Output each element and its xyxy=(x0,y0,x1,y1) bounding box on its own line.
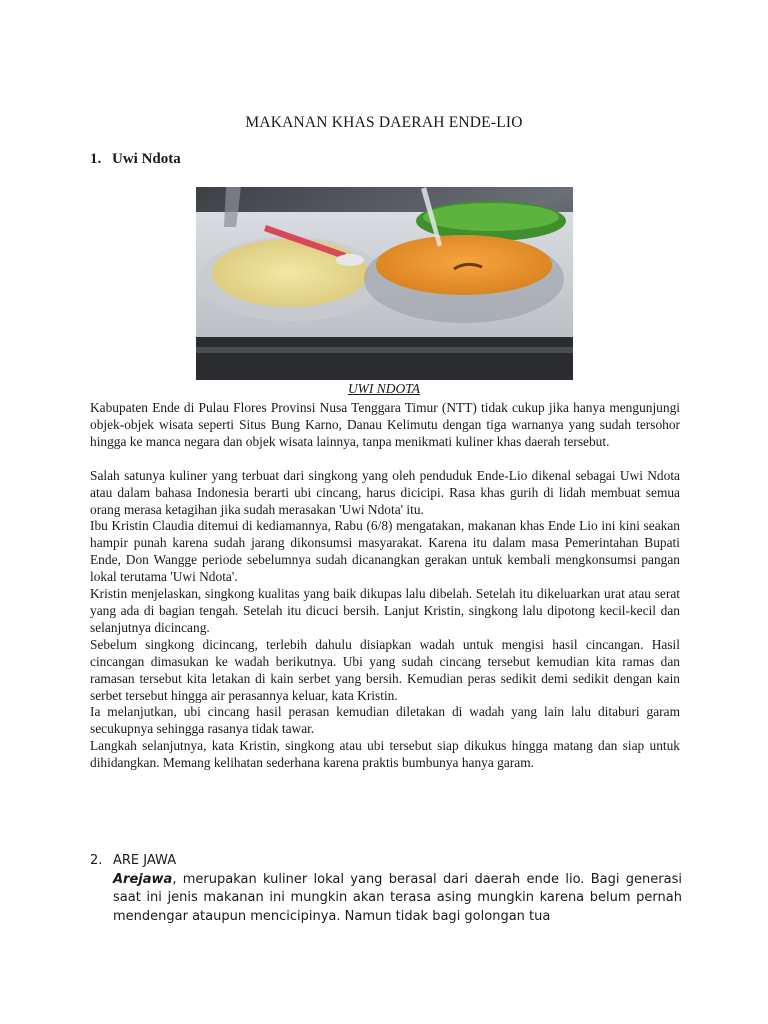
paragraph: Sebelum singkong dicincang, terlebih dahulu disiapkan wadah untuk mengisi hasil cincangan. Hasil cincangan dimasukan ke wadah berikutnya. Ubi yang sudah cincang tersebut kemudian kita ramas dan ramasan tersebut kita letakan di kain serbet yang bersih. Kemudian peras sedikit demi sedikit dengan kain serbet tersebut hingga air perasannya keluar, kata Kristin. xyxy=(90,636,680,703)
section-2-title: ARE JAWA xyxy=(113,853,177,868)
section-2-number: 2. xyxy=(90,853,103,868)
paragraph: Kristin menjelaskan, singkong kualitas yang baik dikupas lalu dibelah. Setelah itu dikeluarkan urat atau serat yang ada di bagian tengah. Setelah itu dicuci bersih. Lanjut Kristin, singkong lalu dipotong kecil-kecil dan selanjutnya dicincang. xyxy=(90,586,680,635)
section-2-text: , merupakan kuliner lokal yang berasal dari daerah ende lio. Bagi generasi saat ini jenis makanan ini mungkin akan terasa asing mungkin karena belum pernah mendengar ataupun mencicipinya. Namun tidak bagi golongan tua xyxy=(113,871,682,924)
paragraph: Kabupaten Ende di Pulau Flores Provinsi Nusa Tenggara Timur (NTT) tidak cukup jika hanya mengunjungi objek-objek wisata seperti Situs Bung Karno, Danau Kelimutu dengan tiga warnanya yang sudah tersohor hingga ke manca negara dan objek wisata lainnya, tanpa menikmati kuliner khas daerah tersebut. xyxy=(90,400,680,449)
section-2-paragraph xyxy=(113,871,682,927)
paragraph-spacer xyxy=(90,451,680,468)
paragraph: Ibu Kristin Claudia ditemui di kediamannya, Rabu (6/8) mengatakan, makanan khas Ende Lio ini kini seakan hampir punah karena sudah jarang dikonsumsi masyarakat. Karena itu dalam masa Pemerintahan Bupati Ende, Don Wangge periode sebelumnya sudah dicanangkan gerakan untuk kembali mengkonsumsi pangan lokal terutama 'Uwi Ndota'. xyxy=(90,518,680,585)
section-1-number: 1. xyxy=(90,151,102,167)
section-1-heading xyxy=(90,151,181,168)
section-2-heading xyxy=(90,852,682,871)
paragraph: Salah satunya kuliner yang terbuat dari singkong yang oleh penduduk Ende-Lio dikenal sebagai Uwi Ndota atau dalam bahasa Indonesia berarti ubi cincang, harus dicicipi. Rasa khas gurih di lidah membuat semua orang merasa ketagihan jika sudah merasakan 'Uwi Ndota' itu. xyxy=(90,467,680,517)
section-1-body xyxy=(90,400,680,772)
image-caption: UWI NDOTA xyxy=(347,381,421,396)
document-title: MAKANAN KHAS DAERAH ENDE-LIO xyxy=(245,114,523,131)
lead-word: Arejawa xyxy=(113,871,173,887)
section-1-title: Uwi Ndota xyxy=(112,151,181,167)
paragraph: Langkah selanjutnya, kata Kristin, singkong atau ubi tersebut siap dikukus hingga matang dan siap untuk dihidangkan. Memang kelihatan sederhana karena praktis bumbunya hanya garam. xyxy=(90,738,680,771)
paragraph: Ia melanjutkan, ubi cincang hasil perasan kemudian diletakan di wadah yang lain lalu ditaburi garam secukupnya sehingga rasanya tidak tawar. xyxy=(90,704,680,737)
uwi-ndota-photo xyxy=(196,187,573,380)
section-2 xyxy=(90,852,682,926)
